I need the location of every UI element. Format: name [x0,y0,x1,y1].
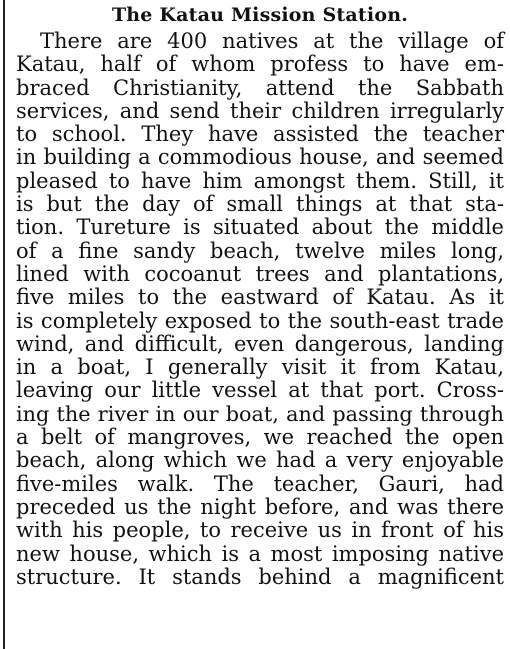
text-line: in building a commodious house, and seemed [16,145,504,170]
text-line: There are 400 natives at the village of [40,29,504,53]
text-line: Katau, half of whom profess to have em- [16,52,504,77]
article-headline: The Katau Mission Station. [111,4,409,26]
text-line: to school. They have assisted the teacher [16,122,504,147]
text-line: braced Christianity, attend the Sabbath [16,75,504,100]
text-line: leaving our little vessel at that port. Cross- [16,378,504,403]
text-line: a belt of mangroves, we reached the open [16,425,504,450]
text-line: tion. Tureture is situated about the middle [16,215,504,240]
text-line: services, and send their children irregularly [16,98,504,123]
text-line: of a fine sandy beach, twelve miles long, [16,238,504,263]
column-rule [3,0,5,649]
text-line: beach, along which we had a very enjoyable [16,448,504,473]
text-line: in a boat, I generally visit it from Katau, [16,355,504,380]
text-line: pleased to have him amongst them. Still, it [16,168,504,193]
text-line: structure. It stands behind a magnificent [16,564,504,589]
text-line: is completely exposed to the south-east trade [16,308,504,333]
text-line: is but the day of small things at that sta- [16,192,504,217]
text-line: wind, and difficult, even dangerous, landing [16,331,504,356]
text-line: new house, which is a most imposing native [16,541,504,566]
article-body [16,30,504,589]
text-line: preceded us the night before, and was there [16,494,504,519]
text-line: ing the river in our boat, and passing through [16,401,504,426]
text-line: five-miles walk. The teacher, Gauri, had [16,471,504,496]
text-line: five miles to the eastward of Katau. As it [16,285,504,310]
text-line: lined with cocoanut trees and plantations, [16,261,504,286]
text-line: with his people, to receive us in front of his [16,518,504,543]
article [16,2,504,589]
